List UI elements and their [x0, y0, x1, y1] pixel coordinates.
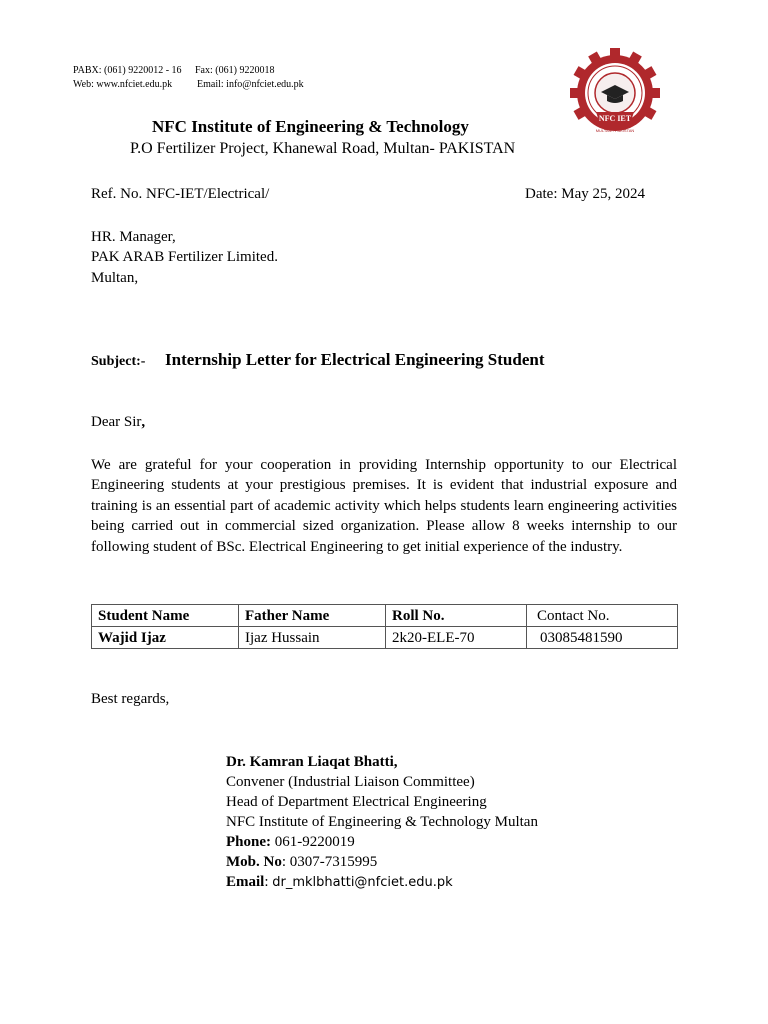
header-student-name: Student Name — [92, 605, 239, 627]
cell-student-name: Wajid Ijaz — [92, 627, 239, 649]
fax-number: Fax: (061) 9220018 — [195, 65, 275, 76]
subject-text: Internship Letter for Electrical Engineering Student — [165, 350, 545, 369]
signatory-title-2: Head of Department Electrical Engineering — [226, 794, 487, 810]
closing: Best regards, — [91, 691, 170, 707]
salutation — [91, 414, 145, 431]
header-roll-no: Roll No. — [386, 605, 527, 627]
svg-text:NFC IET: NFC IET — [598, 114, 632, 123]
cell-roll-no: 2k20-ELE-70 — [386, 627, 527, 649]
signature-block — [226, 752, 538, 893]
header-father-name: Father Name — [239, 605, 386, 627]
salutation-punct: , — [141, 414, 146, 430]
phone-value: 061-9220019 — [274, 834, 355, 850]
signatory-mobile: Mob. No: 0307-7315995 — [226, 854, 378, 870]
letter-date: Date: May 25, 2024 — [525, 186, 645, 202]
table-row — [92, 627, 678, 649]
table-header-row — [92, 605, 678, 627]
recipient-company: PAK ARAB Fertilizer Limited. — [91, 249, 278, 266]
cell-contact-no: 03085481590 — [527, 627, 678, 649]
recipient-address — [91, 227, 278, 288]
signatory-title-3: NFC Institute of Engineering & Technology Multan — [226, 814, 538, 830]
reference-number: Ref. No. NFC-IET/Electrical/ — [91, 186, 270, 202]
contact-info — [73, 64, 304, 92]
svg-text:MULTAN - PAKISTAN: MULTAN - PAKISTAN — [595, 128, 635, 133]
recipient-city: Multan, — [91, 269, 139, 286]
signatory-title-1: Convener (Industrial Liaison Committee) — [226, 774, 475, 790]
signatory-email: Email: dr_mklbhatti@nfciet.edu.pk — [226, 874, 453, 890]
email-value: dr_mklbhatti@nfciet.edu.pk — [272, 875, 453, 890]
pabx-number: PABX: (061) 9220012 - 16 — [73, 65, 182, 76]
mobile-label: Mob. No — [226, 854, 282, 870]
website: Web: www.nfciet.edu.pk — [73, 79, 173, 90]
salutation-text: Dear Sir — [91, 414, 142, 430]
header-contact-no: Contact No. — [527, 605, 678, 627]
signatory-phone — [226, 832, 538, 852]
phone-label: Phone: — [226, 834, 271, 850]
body-paragraph: We are grateful for your cooperation in providing Internship opportunity to our Electrical Engineering students at your prestigious premises. It is evident that industrial exposure and training is an essential part of academic activity which helps students learn engineering activities being carried out in commercial sized organization. Please allow 8 weeks internship to our following student of BSc. Electrical Engineering to get initial experience of the industry. — [91, 457, 677, 555]
student-table — [91, 604, 678, 649]
recipient-title: HR. Manager, — [91, 229, 176, 245]
institute-name: NFC Institute of Engineering & Technology — [152, 117, 469, 136]
institute-address: P.O Fertilizer Project, Khanewal Road, Multan- PAKISTAN — [130, 140, 516, 157]
institute-email: Email: info@nfciet.edu.pk — [197, 79, 304, 90]
cell-father-name: Ijaz Hussain — [239, 627, 386, 649]
signatory-name: Dr. Kamran Liaqat Bhatti, — [226, 754, 398, 770]
subject-label: Subject:- — [91, 354, 146, 369]
institute-logo — [560, 48, 670, 146]
subject-line — [91, 350, 545, 370]
mobile-value: 0307-7315995 — [289, 854, 378, 870]
email-label: Email — [226, 874, 265, 890]
